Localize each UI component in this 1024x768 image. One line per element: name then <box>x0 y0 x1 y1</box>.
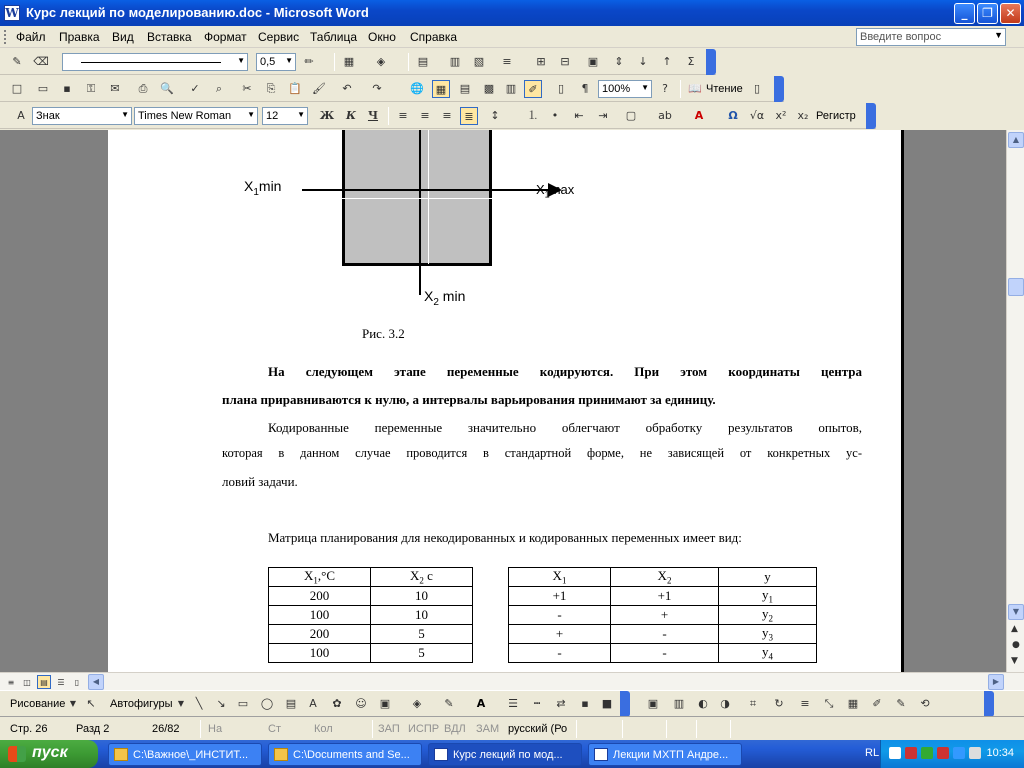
taskbar-item-folder-2[interactable]: C:\Documents and Se... <box>268 743 422 766</box>
status-separator <box>622 720 623 738</box>
x2-min-label: $X_2$ min <box>424 288 466 308</box>
status-section: Разд 2 <box>76 723 110 735</box>
table-cell[interactable]: $y_1$ <box>719 587 817 606</box>
drawing-toggle-icon[interactable]: ✐ <box>524 80 542 98</box>
system-tray <box>865 740 1024 768</box>
arrow-tool-icon[interactable]: ↘ <box>216 697 226 710</box>
antivirus-icon[interactable] <box>921 747 933 759</box>
toolbar-options-button[interactable] <box>984 691 994 717</box>
back-arrow-icon[interactable] <box>889 747 901 759</box>
menu-help[interactable]: Справка <box>410 30 458 44</box>
chevron-down-icon[interactable]: ▼ <box>297 110 305 119</box>
paragraph-1-line-1: На следующем этапе переменные кодируются. При этом координаты центра <box>268 364 862 379</box>
paragraph-2-line-3: ловий задачи. <box>222 474 298 489</box>
windows-flag-icon <box>8 746 26 762</box>
table-cell[interactable]: 200 <box>269 625 371 644</box>
table-row <box>509 606 817 625</box>
toolbar-separator <box>408 53 409 71</box>
close-button[interactable]: ✕ <box>1000 3 1021 24</box>
scroll-left-icon[interactable]: ◀ <box>88 674 104 690</box>
help-question-input[interactable] <box>856 28 1006 46</box>
line-width-select[interactable] <box>256 53 296 71</box>
status-separator <box>730 720 731 738</box>
text-box-icon[interactable]: ▤ <box>285 697 297 710</box>
picture-toolbar-icon[interactable]: ▣ <box>647 697 659 710</box>
clock: 10:34 <box>986 747 1014 759</box>
compress-icon[interactable]: ⤡ <box>824 697 834 710</box>
underline-button[interactable]: Ч <box>367 109 379 122</box>
formatting-toolbar <box>0 103 876 129</box>
table-row <box>269 606 473 625</box>
title-bar <box>0 0 1024 26</box>
table-header-x1[interactable]: $X_1,^\circ C$ <box>269 568 371 587</box>
menu-tools[interactable]: Сервис <box>258 30 300 44</box>
table-header-x2[interactable]: $X_2$ c <box>371 568 473 587</box>
copy-icon[interactable]: ⎘ <box>266 82 276 95</box>
window-title: Курс лекций по моделированию.doc - Microsoft Word <box>26 5 369 20</box>
distribute-columns-icon[interactable]: ⊟ <box>560 55 570 68</box>
align-right-icon[interactable]: ≡ <box>442 109 452 122</box>
figure-inner-highlight <box>428 130 429 264</box>
scroll-thumb[interactable] <box>1008 278 1024 296</box>
word-doc-icon <box>434 748 448 761</box>
bluetooth-icon[interactable] <box>953 747 965 759</box>
font-color-icon[interactable]: A <box>694 109 704 122</box>
cut-icon[interactable]: ✂ <box>242 82 252 95</box>
table-row <box>269 587 473 606</box>
status-bar <box>0 716 1024 740</box>
distribute-rows-icon[interactable]: ⊞ <box>536 55 546 68</box>
menu-grip-icon[interactable] <box>4 30 7 44</box>
table-header-row <box>269 568 473 587</box>
toolbar-separator <box>680 80 681 98</box>
brightness-icon[interactable]: ◑ <box>720 697 730 710</box>
toolbar-options-button[interactable] <box>620 691 630 717</box>
network-icon[interactable] <box>905 747 917 759</box>
line-color-icon[interactable]: ✎ <box>444 697 454 710</box>
taskbar <box>0 740 1024 768</box>
folder-icon <box>274 748 288 761</box>
sort-descending-icon[interactable]: ↑ <box>662 55 672 68</box>
table-cell[interactable]: 10 <box>371 606 473 625</box>
insert-table-icon[interactable]: ▤ <box>417 55 429 68</box>
style-value: Знак <box>36 110 60 122</box>
autoshapes-menu-button[interactable]: Автофигуры <box>110 698 173 710</box>
table-cell[interactable]: + <box>611 606 719 625</box>
autosum-icon[interactable]: Σ <box>687 55 695 68</box>
highlight-icon[interactable]: ab <box>658 109 672 122</box>
horizontal-scrollbar[interactable] <box>0 672 1024 690</box>
menu-format[interactable]: Формат <box>204 30 247 44</box>
menu-file[interactable]: Файл <box>16 30 46 44</box>
clipart-icon[interactable]: ☺ <box>355 697 367 710</box>
taskbar-item-word-2[interactable]: Лекции МХТП Андре... <box>588 743 742 766</box>
menu-window[interactable]: Окно <box>368 30 396 44</box>
start-label: пуск <box>32 744 68 761</box>
volume-icon[interactable] <box>969 747 981 759</box>
scroll-down-icon[interactable]: ▼ <box>1008 604 1024 620</box>
align-center-icon[interactable]: ≡ <box>420 109 430 122</box>
table-header-x1-coded[interactable]: $X_1$ <box>509 568 611 587</box>
contrast-icon[interactable]: ◐ <box>698 697 708 710</box>
font-size-value: 12 <box>266 110 279 122</box>
equation-icon[interactable]: √α <box>749 109 765 122</box>
print-preview-icon[interactable]: 🔍 <box>160 82 174 95</box>
paragraph-2-line-2: которая в данном случае проводится в стандартной форме, не зависящей от конкретных ус- <box>222 446 862 460</box>
justify-icon[interactable]: ≣ <box>460 107 478 125</box>
symbol-omega-icon[interactable]: Ω <box>728 109 738 122</box>
help-question-placeholder: Введите вопрос <box>860 31 942 43</box>
hyperlink-icon[interactable]: 🌐 <box>410 82 424 95</box>
3d-style-icon[interactable]: ■ <box>601 697 613 710</box>
research-icon[interactable]: ⌕ <box>215 82 223 95</box>
status-separator <box>372 720 373 738</box>
superscript-icon[interactable]: x² <box>775 109 787 122</box>
status-page: Стр. 26 <box>10 723 48 735</box>
merge-cells-icon[interactable]: ▥ <box>449 55 461 68</box>
table-cell[interactable]: 200 <box>269 587 371 606</box>
reading-view-icon[interactable]: ▯ <box>74 678 80 687</box>
figure-caption: Рис. 3.2 <box>362 326 405 341</box>
document-map-icon[interactable]: ▯ <box>557 82 565 95</box>
chevron-down-icon[interactable]: ▼ <box>247 110 255 119</box>
select-objects-icon[interactable]: ↖ <box>86 697 96 710</box>
figure-inner-lines <box>342 130 492 266</box>
redo-icon[interactable]: ↷ <box>372 82 382 95</box>
status-extend[interactable]: ВДЛ <box>444 723 466 735</box>
permission-icon[interactable]: ⚿ <box>86 82 96 95</box>
table-cell[interactable]: +1 <box>509 587 611 606</box>
matrix-coded <box>508 567 817 663</box>
status-record[interactable]: ЗАП <box>378 723 400 735</box>
table-cell[interactable]: 5 <box>371 625 473 644</box>
dash-style-icon[interactable]: ┅ <box>533 697 541 710</box>
bold-button[interactable]: Ж <box>319 109 335 122</box>
status-track-changes[interactable]: ИСПР <box>408 723 440 735</box>
save-icon[interactable]: ▪ <box>63 82 71 95</box>
style-select[interactable] <box>32 107 132 125</box>
numbering-icon[interactable]: ⒈ <box>527 109 539 122</box>
table-cell[interactable]: - <box>611 644 719 663</box>
chevron-down-icon[interactable]: ▼ <box>177 699 185 708</box>
table-cell[interactable]: 5 <box>371 644 473 663</box>
outline-view-icon[interactable]: ☰ <box>57 678 65 687</box>
status-separator <box>576 720 577 738</box>
maximize-button[interactable]: ❐ <box>977 3 998 24</box>
italic-button[interactable]: К <box>345 109 356 122</box>
status-language: русский (Ро <box>508 723 568 735</box>
borders-icon[interactable]: ▦ <box>343 55 355 68</box>
status-column: Кол <box>314 723 333 735</box>
arrow-style-icon[interactable]: ⇄ <box>556 697 566 710</box>
menu-insert[interactable]: Вставка <box>147 30 192 44</box>
taskbar-item-folder-1[interactable]: C:\Важное\_ИНСТИТ... <box>108 743 262 766</box>
diagram-icon[interactable]: ✿ <box>332 697 342 710</box>
figure-vertical-axis <box>419 130 421 295</box>
table-cell[interactable]: 10 <box>371 587 473 606</box>
reset-picture-icon[interactable]: ⟲ <box>920 697 930 710</box>
table-header-x2-coded[interactable]: $X_2$ <box>611 568 719 587</box>
drawing-menu-button[interactable]: Рисование <box>10 698 66 710</box>
status-page-count: 26/82 <box>152 723 180 735</box>
oval-tool-icon[interactable]: ◯ <box>260 697 274 710</box>
table-row <box>509 587 817 606</box>
start-button[interactable] <box>0 740 98 768</box>
spelling-icon[interactable]: ✓ <box>190 82 200 95</box>
wordart-icon[interactable]: A <box>309 697 317 710</box>
normal-view-icon[interactable]: ≡ <box>7 678 15 687</box>
matrix-uncoded <box>268 567 473 663</box>
font-color-icon[interactable]: A <box>476 697 486 710</box>
x1-max-label: $X_1\max$ <box>536 182 575 200</box>
word-app-icon[interactable]: W <box>5 6 19 20</box>
status-line: Ст <box>268 723 281 735</box>
table-header-row <box>509 568 817 587</box>
chevron-down-icon[interactable]: ▼ <box>69 699 77 708</box>
figure-horizontal-axis <box>302 189 550 191</box>
chevron-down-icon[interactable]: ▼ <box>641 83 649 92</box>
menu-edit[interactable]: Правка <box>59 30 100 44</box>
status-at: На <box>208 723 223 735</box>
toolbar-separator <box>388 107 389 125</box>
table-cell[interactable]: - <box>611 625 719 644</box>
tables-borders-toggle-icon[interactable]: ▦ <box>432 80 450 98</box>
chevron-down-icon[interactable]: ▼ <box>994 30 1003 40</box>
chevron-down-icon[interactable]: ▼ <box>285 56 293 65</box>
line-style-icon[interactable]: ☰ <box>508 697 518 710</box>
menu-view[interactable]: Вид <box>112 30 134 44</box>
undo-icon[interactable]: ↶ <box>342 82 352 95</box>
line-style-select[interactable] <box>62 53 248 71</box>
insert-table-icon[interactable]: ▤ <box>459 82 471 95</box>
vertical-scrollbar[interactable] <box>1006 130 1024 672</box>
text-wrapping-icon[interactable]: ▦ <box>847 697 859 710</box>
print-layout-icon[interactable]: ▤ <box>37 675 51 689</box>
table-row <box>269 644 473 663</box>
keyboard-language[interactable]: RL <box>865 747 880 759</box>
eraser-icon[interactable]: ⌫ <box>33 55 49 68</box>
decrease-indent-icon[interactable]: ⇤ <box>574 109 584 122</box>
open-folder-icon[interactable]: ▭ <box>37 82 49 95</box>
paragraph-1-line-2: плана приравниваются к нулю, а интервалы варьирования принимают за единицу. <box>222 392 716 407</box>
scroll-up-icon[interactable]: ▲ <box>1008 132 1024 148</box>
fill-color-icon[interactable]: ◈ <box>412 697 422 710</box>
safely-remove-icon[interactable] <box>937 747 949 759</box>
rectangle-tool-icon[interactable]: ▭ <box>237 697 249 710</box>
subscript-icon[interactable]: x₂ <box>797 109 809 122</box>
table-draw-icon[interactable]: ✎ <box>12 55 22 68</box>
status-separator <box>200 720 201 738</box>
border-color-icon[interactable]: ✏ <box>304 55 314 68</box>
word-doc-icon <box>594 748 608 761</box>
styles-icon[interactable]: A <box>17 109 25 122</box>
line-spacing-icon[interactable]: ↕ <box>490 109 500 122</box>
help-icon[interactable]: ? <box>662 82 668 95</box>
figure-inner-highlight <box>302 198 530 199</box>
table-cell[interactable]: $y_4$ <box>719 644 817 663</box>
previous-page-icon[interactable]: ▲ <box>1011 624 1018 634</box>
print-icon[interactable]: ⎙ <box>138 82 148 95</box>
table-cell[interactable]: $y_3$ <box>719 625 817 644</box>
split-cells-icon[interactable]: ▧ <box>473 55 485 68</box>
table-row <box>509 625 817 644</box>
pilcrow-icon[interactable]: ¶ <box>581 82 589 95</box>
zoom-select[interactable] <box>598 80 652 98</box>
sort-ascending-icon[interactable]: ↓ <box>638 55 648 68</box>
table-cell[interactable]: 100 <box>269 644 371 663</box>
folder-icon <box>114 748 128 761</box>
table-cell[interactable]: - <box>509 644 611 663</box>
table-header-y[interactable]: y <box>719 568 817 587</box>
text-direction-icon[interactable]: ⇕ <box>614 55 624 68</box>
line-style-icon[interactable]: ≡ <box>800 697 810 710</box>
table-cell[interactable]: + <box>509 625 611 644</box>
toolbar-separator <box>334 53 335 71</box>
email-icon[interactable]: ✉ <box>110 82 120 95</box>
reading-options-icon[interactable]: ▯ <box>753 82 761 95</box>
bullets-icon[interactable]: • <box>551 109 559 122</box>
change-case-button[interactable]: Регистр <box>816 110 856 122</box>
crop-icon[interactable]: ⌗ <box>749 697 757 710</box>
paragraph-3: Матрица планирования для некодированных и кодированных переменных имеет вид: <box>268 530 742 545</box>
document-page[interactable] <box>108 130 904 672</box>
next-page-icon[interactable]: ▼ <box>1011 656 1018 666</box>
insert-excel-icon[interactable]: ▩ <box>483 82 495 95</box>
zoom-value: 100% <box>602 83 631 95</box>
status-overtype[interactable]: ЗАМ <box>476 723 500 735</box>
toolbar-options-button[interactable] <box>866 103 876 129</box>
minimize-button[interactable]: _ <box>954 3 975 24</box>
menu-table[interactable]: Таблица <box>310 30 358 44</box>
line-width-value: 0,5 <box>260 56 276 68</box>
align-cell-icon[interactable]: ≡ <box>502 55 512 68</box>
read-book-icon[interactable]: 📖 <box>688 82 702 95</box>
read-mode-button[interactable]: Чтение <box>706 83 743 95</box>
rotate-icon[interactable]: ↻ <box>774 697 784 710</box>
font-value: Times New Roman <box>138 110 232 122</box>
taskbar-item-word-active[interactable]: Курс лекций по мод... <box>428 743 582 766</box>
format-picture-icon[interactable]: ✐ <box>872 697 882 710</box>
font-select[interactable] <box>134 107 258 125</box>
browse-object-icon[interactable]: ● <box>1012 640 1020 650</box>
line-tool-icon[interactable]: ╲ <box>195 697 203 710</box>
shadow-style-icon[interactable]: ▪ <box>581 697 589 710</box>
toolbar-options-button[interactable] <box>706 49 716 75</box>
table-row <box>509 644 817 663</box>
toolbar-options-button[interactable] <box>774 76 784 102</box>
table-row <box>269 625 473 644</box>
columns-icon[interactable]: ▥ <box>505 82 517 95</box>
drawing-toolbar <box>0 690 1024 716</box>
paste-icon[interactable]: 📋 <box>288 82 302 95</box>
shading-color-icon[interactable]: ◈ <box>376 55 386 68</box>
color-icon[interactable]: ▥ <box>673 697 685 710</box>
paragraph-2-line-1: Кодированные переменные значительно облегчают обработку результатов опытов, <box>268 420 862 435</box>
document-area <box>0 130 1006 672</box>
autoformat-table-icon[interactable]: ▣ <box>587 55 599 68</box>
tables-borders-toolbar <box>0 49 716 75</box>
chevron-down-icon[interactable]: ▼ <box>121 110 129 119</box>
transparent-color-icon[interactable]: ✎ <box>896 697 906 710</box>
status-separator <box>666 720 667 738</box>
font-size-select[interactable] <box>262 107 308 125</box>
chevron-down-icon[interactable]: ▼ <box>237 56 245 65</box>
increase-indent-icon[interactable]: ⇥ <box>598 109 608 122</box>
line-style-preview <box>81 62 221 63</box>
new-document-icon[interactable]: □ <box>11 82 23 95</box>
status-separator <box>696 720 697 738</box>
outside-border-icon[interactable]: ▢ <box>625 109 637 122</box>
align-left-icon[interactable]: ≡ <box>398 109 408 122</box>
scroll-right-icon[interactable]: ▶ <box>988 674 1004 690</box>
table-cell[interactable]: 100 <box>269 606 371 625</box>
web-view-icon[interactable]: ◫ <box>23 678 31 687</box>
standard-toolbar <box>0 76 784 102</box>
table-cell[interactable]: +1 <box>611 587 719 606</box>
insert-picture-icon[interactable]: ▣ <box>379 697 391 710</box>
format-painter-icon[interactable]: 🖌 <box>312 82 326 95</box>
table-cell[interactable]: $y_2$ <box>719 606 817 625</box>
table-cell[interactable]: - <box>509 606 611 625</box>
x1-min-label: $X_1\min$ <box>244 178 282 198</box>
